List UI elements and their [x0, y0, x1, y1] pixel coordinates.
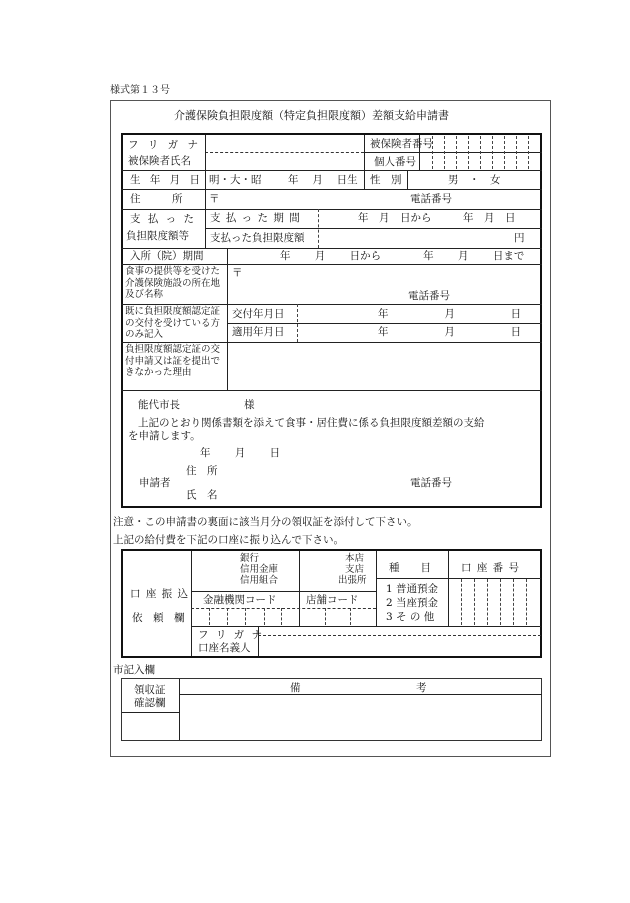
form-title: 介護保険負担限度額（特定負担限度額）差額支給申請書 — [174, 109, 449, 122]
kind-option-3[interactable]: 3 そ の 他 — [386, 611, 435, 623]
inst-code-label: 金融機関コード — [203, 594, 277, 606]
receipt-label-1: 領収証 — [134, 684, 166, 696]
paid-limit-label: 支払った負担限度額 — [210, 232, 305, 244]
remarks-label: 備 考 — [290, 682, 427, 694]
apply-date-value: 年 月 日 — [378, 326, 522, 338]
furigana-label: フ リ ガ ナ — [128, 139, 202, 151]
bank-type-1: 銀行 — [240, 553, 260, 564]
issue-date-label: 交付年月日 — [232, 308, 285, 320]
reason-field[interactable] — [228, 343, 540, 389]
city-heading: 市記入欄 — [113, 664, 155, 676]
birth-ymd: 年 月 日生 — [288, 174, 358, 186]
paid-period-value: 年 月 日から 年 月 日 — [358, 212, 516, 224]
note-2: 上記の給付費を下記の口座に振り込んで下さい。 — [113, 534, 344, 546]
postal-mark: 〒 — [209, 193, 220, 205]
sex-label: 性 別 — [370, 174, 402, 186]
mayor-label: 能代市長 — [138, 399, 180, 411]
paid-period-label: 支 払 っ た 期 間 — [210, 212, 301, 224]
admission-value: 年 月 日から 年 月 日まで — [280, 250, 525, 262]
birthdate-label: 生 年 月 日 — [130, 174, 204, 186]
note-1: 注意・この申請書の裏面に該当月分の領収証を添付して下さい。 — [113, 516, 418, 528]
paid-label-1: 支 払 っ た — [130, 213, 197, 225]
holder-label: 口座名義人 — [198, 642, 251, 654]
paid-label-2: 負担限度額等 — [126, 230, 189, 242]
apply-date-label: 適用年月日 — [232, 326, 285, 338]
personal-number-label: 個人番号 — [374, 156, 416, 168]
applicant-phone-label: 電話番号 — [410, 477, 452, 489]
insured-name-label: 被保険者氏名 — [128, 155, 191, 167]
form-number: 様式第１３号 — [110, 85, 170, 96]
era-options: 明・大・昭 — [209, 174, 262, 186]
branch-type-2: 支店 — [345, 564, 365, 575]
applicant-label: 申請者 — [139, 477, 171, 489]
facility-postal: 〒 — [232, 267, 243, 279]
holder-furigana-label: フ リ ガ ナ — [198, 629, 265, 641]
declaration-text-2: を申請します。 — [128, 430, 201, 442]
bank-type-3: 信用組合 — [240, 575, 279, 586]
kind-option-1[interactable]: 1 普通預金 — [386, 583, 439, 595]
kind-option-2[interactable]: 2 当座預金 — [386, 597, 439, 609]
bank-label-1: 口 座 振 込 — [130, 588, 190, 600]
issue-date-value: 年 月 日 — [378, 308, 522, 320]
insured-number-label: 被保険者番号 — [370, 138, 433, 150]
account-number-label: 口 座 番 号 — [461, 562, 521, 574]
reason-label: 負担限度額認定証の交付申請又は証を提出できなかった理由 — [125, 344, 221, 378]
cert-label: 既に負担限度額認定証の交付を受けている方のみ記入 — [125, 306, 221, 340]
applicant-address-label: 住 所 — [186, 465, 218, 477]
bank-type-2: 信用金庫 — [240, 564, 279, 575]
bank-label-2: 依 頼 欄 — [132, 612, 185, 624]
facility-phone: 電話番号 — [408, 290, 450, 302]
honorific: 様 — [244, 399, 255, 411]
address-label: 住 所 — [130, 193, 183, 205]
yen-label: 円 — [514, 232, 525, 244]
receipt-label-2: 確認欄 — [134, 697, 166, 709]
phone-label: 電話番号 — [410, 193, 452, 205]
application-date: 年 月 日 — [200, 447, 281, 459]
facility-label: 食事の提供等を受けた介護保険施設の所在地及び名称 — [125, 266, 221, 300]
branch-type-1: 本店 — [345, 553, 365, 564]
declaration-text-1: 上記のとおり関係書類を添えて食事・居住費に係る負担限度額差額の支給 — [138, 417, 485, 429]
branch-type-3: 出張所 — [338, 575, 367, 586]
admission-label: 入所（院）期間 — [130, 250, 204, 262]
sex-options: 男 ・ 女 — [448, 174, 501, 186]
kind-label: 種 目 — [389, 562, 431, 574]
branch-code-label: 店舗コード — [306, 594, 359, 606]
applicant-name-label: 氏 名 — [186, 489, 218, 501]
